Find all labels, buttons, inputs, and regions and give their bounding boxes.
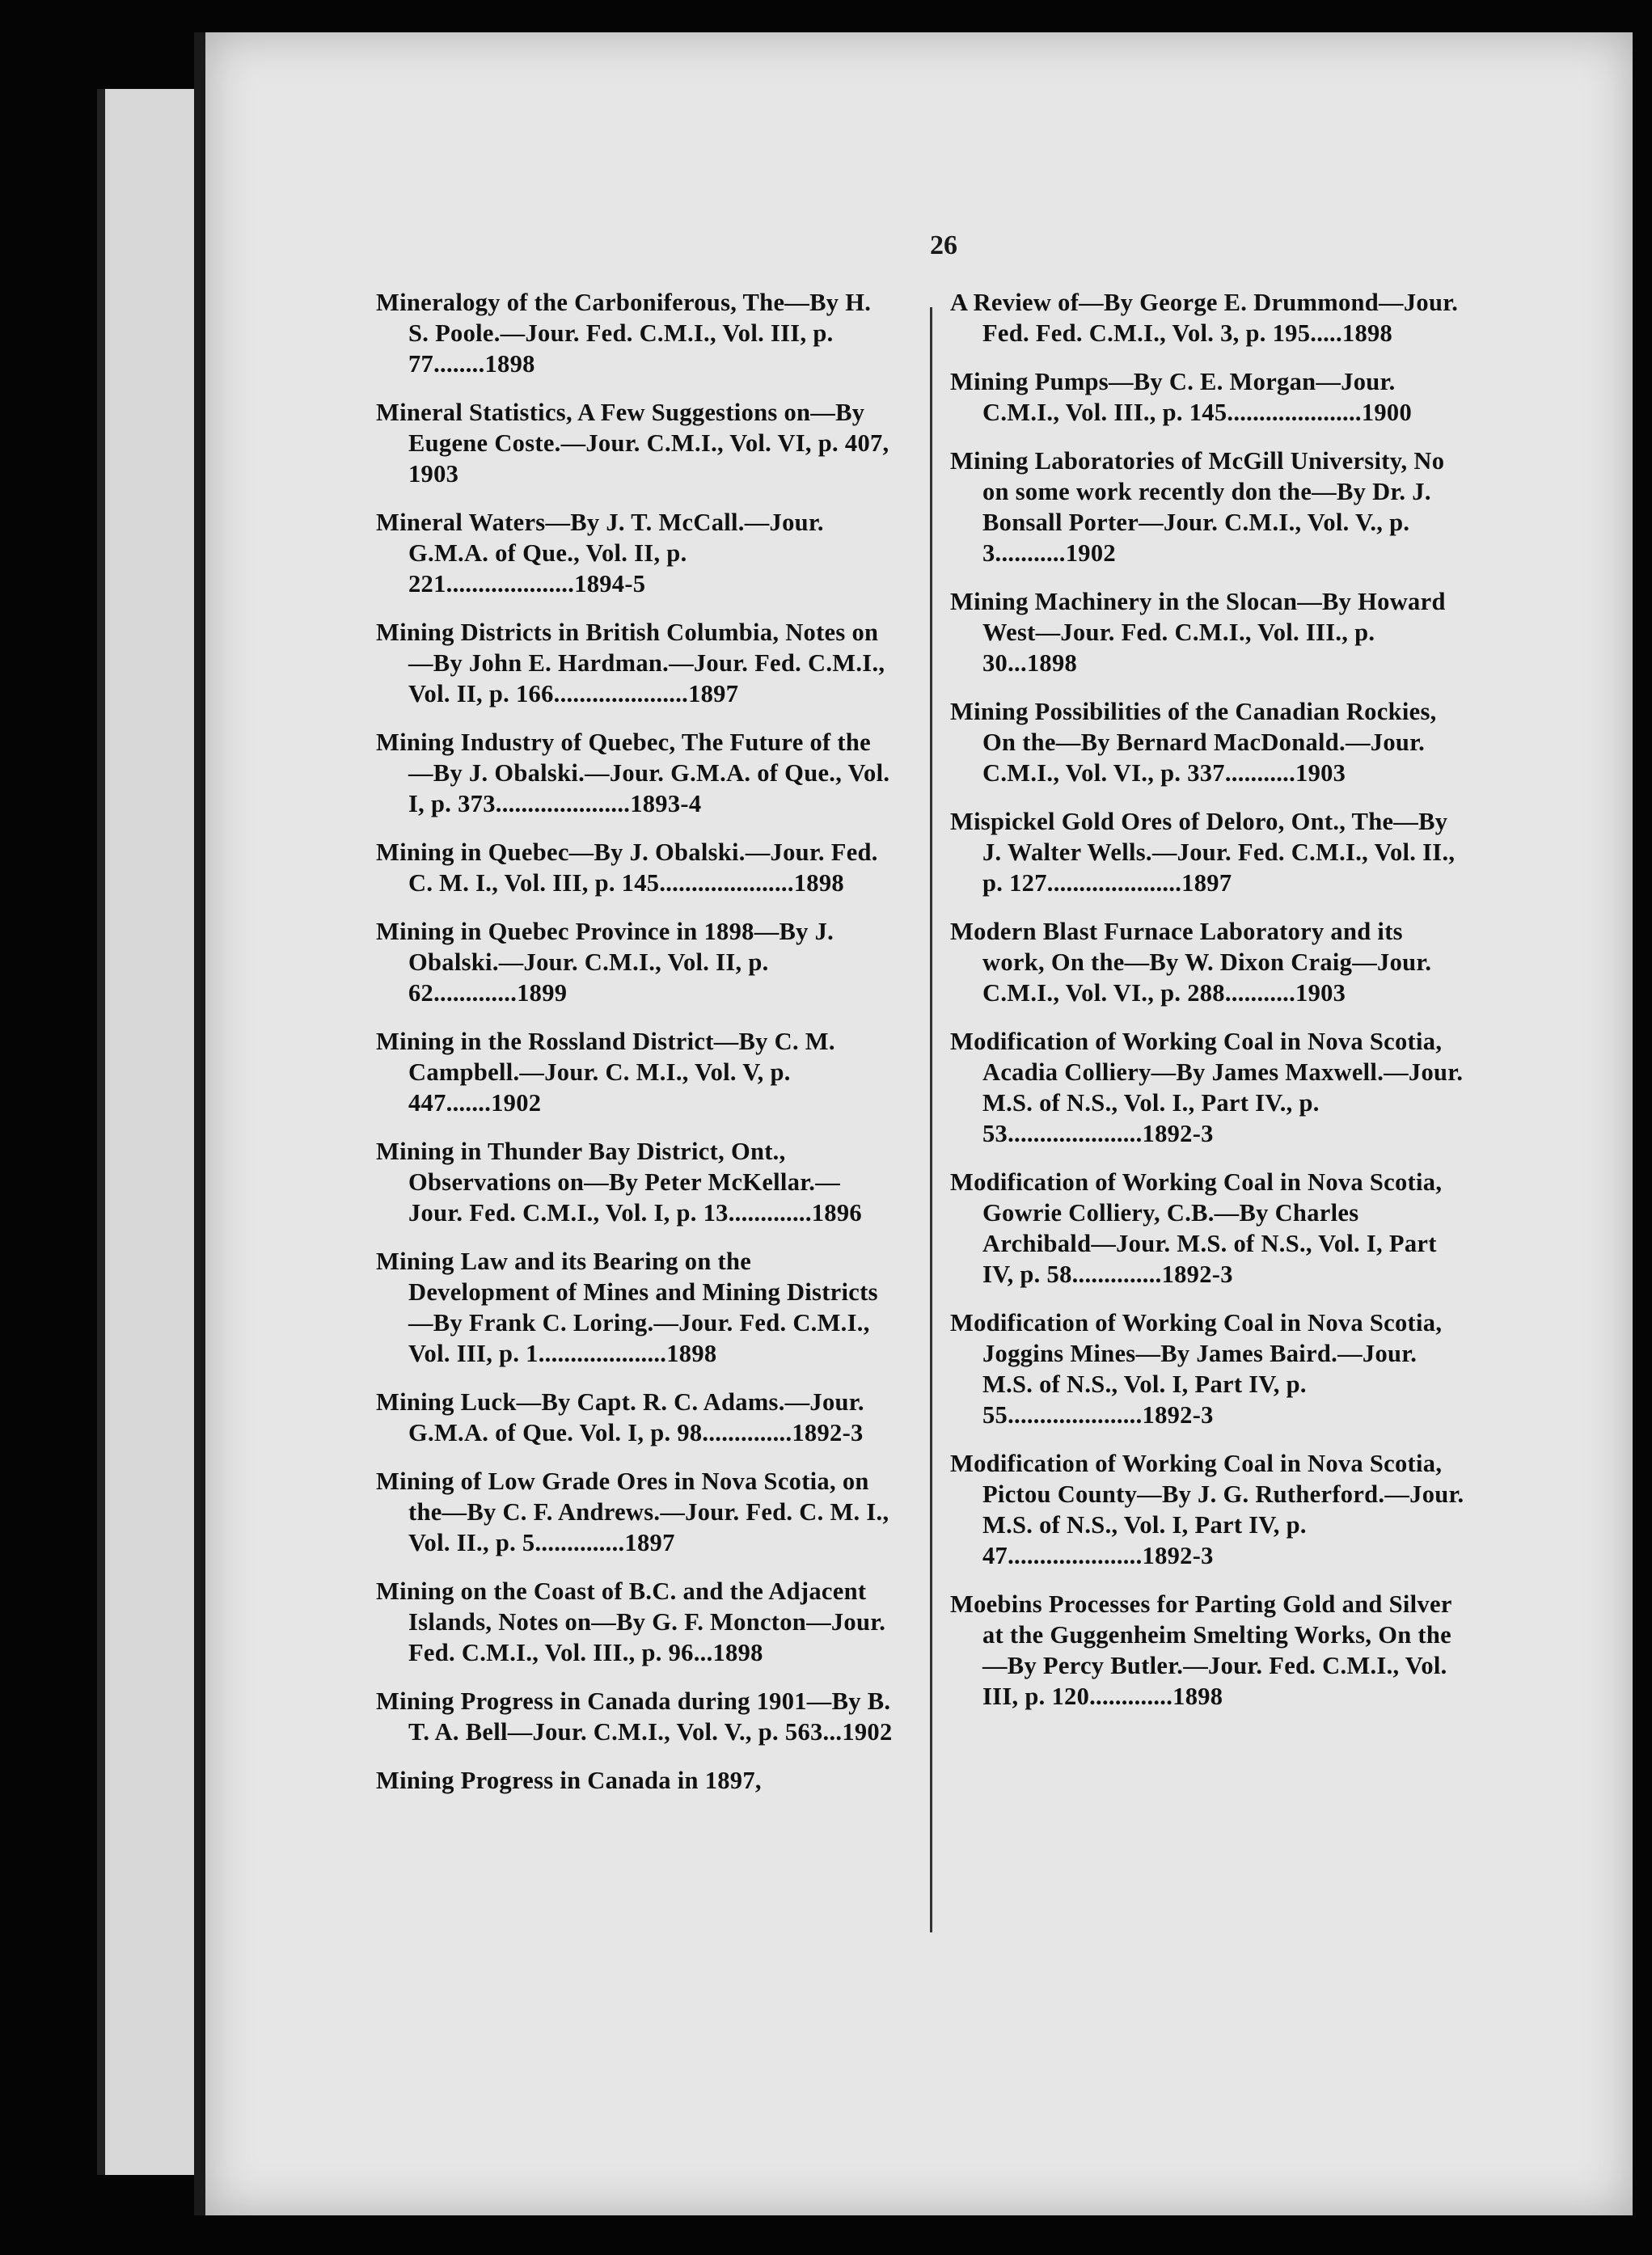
index-entry: Modification of Working Coal in Nova Scotia, Joggins Mines—By James Baird.—Jour. M.S. of N.S., Vol. I, Part IV, p. 55.....................1892-3 bbox=[950, 1309, 1443, 1429]
index-entry: Mining Possibilities of the Canadian Rockies, On the—By Bernard MacDonald.—Jour. C.M.I., Vol. VI., p. 337...........1903 bbox=[950, 698, 1437, 787]
index-entry: Mining on the Coast of B.C. and the Adjacent Islands, Notes on—By G. F. Moncton—Jour. Fed. C.M.I., Vol. III., p. 96...1898 bbox=[376, 1577, 886, 1666]
index-entry: Mineral Waters—By J. T. McCall.—Jour. G.M.A. of Que., Vol. II, p. 221....................1894-5 bbox=[376, 509, 824, 598]
right-column bbox=[950, 287, 1468, 1712]
index-entry: Modification of Working Coal in Nova Scotia, Gowrie Colliery, C.B.—By Charles Archibald—Jour. M.S. of N.S., Vol. I, Part IV, p. 58..............1892-3 bbox=[950, 1168, 1443, 1288]
index-entry: Modification of Working Coal in Nova Scotia, Acadia Colliery—By James Maxwell.—Jour. M.S. of N.S., Vol. I., Part IV., p. 53.....................1892-3 bbox=[950, 1028, 1464, 1147]
page-number: 26 bbox=[930, 230, 957, 260]
index-entry: Mining Machinery in the Slocan—By Howard West—Jour. Fed. C.M.I., Vol. III., p. 30...1898 bbox=[950, 588, 1446, 677]
index-entry: Mineral Statistics, A Few Suggestions on—By Eugene Coste.—Jour. C.M.I., Vol. VI, p. 407, 1903 bbox=[376, 399, 889, 488]
index-entry: Mining Progress in Canada during 1901—By B. T. A. Bell—Jour. C.M.I., Vol. V., p. 563...1902 bbox=[376, 1687, 893, 1746]
index-entry: Mining Pumps—By C. E. Morgan—Jour. C.M.I., Vol. III., p. 145.....................1900 bbox=[950, 368, 1413, 426]
index-entry: Mining in the Rossland District—By C. M. Campbell.—Jour. C. M.I., Vol. V, p. 447.......1902 bbox=[376, 1028, 835, 1117]
index-entry: Mining Laboratories of McGill University, No on some work recently don the—By Dr. J. Bonsall Porter—Jour. C.M.I., Vol. V., p. 3...........1902 bbox=[950, 447, 1445, 567]
index-entry: Mineralogy of the Carboniferous, The—By H. S. Poole.—Jour. Fed. C.M.I., Vol. III, p. 77........1898 bbox=[376, 289, 872, 378]
index-entry: Mining Luck—By Capt. R. C. Adams.—Jour. G.M.A. of Que. Vol. I, p. 98..............1892-3 bbox=[376, 1388, 864, 1446]
index-entry: Mining of Low Grade Ores in Nova Scotia, on the—By C. F. Andrews.—Jour. Fed. C. M. I., Vol. II., p. 5..............1897 bbox=[376, 1467, 889, 1556]
index-entry: Mining Law and its Bearing on the Development of Mines and Mining Districts—By Frank C. Loring.—Jour. Fed. C.M.I., Vol. III, p. 1....................1898 bbox=[376, 1248, 878, 1367]
index-entry: Mispickel Gold Ores of Deloro, Ont., The—By J. Walter Wells.—Jour. Fed. C.M.I., Vol. II., p. 127.....................1897 bbox=[950, 808, 1456, 897]
index-entry: Mining in Quebec Province in 1898—By J. Obalski.—Jour. C.M.I., Vol. II, p. 62.............1899 bbox=[376, 918, 834, 1007]
index-entry: Mining Districts in British Columbia, Notes on—By John E. Hardman.—Jour. Fed. C.M.I., Vol. II, p. 166.....................1897 bbox=[376, 619, 885, 707]
index-entry: Mining in Thunder Bay District, Ont., Observations on—By Peter McKellar.—Jour. Fed. C.M.I., Vol. I, p. 13.............1896 bbox=[376, 1138, 862, 1227]
left-column bbox=[376, 287, 894, 1796]
previous-page-edge bbox=[97, 89, 210, 2175]
index-entry: Mining Progress in Canada in 1897, bbox=[376, 1767, 762, 1794]
column-divider bbox=[930, 307, 932, 1932]
index-entry: Mining Industry of Quebec, The Future of the—By J. Obalski.—Jour. G.M.A. of Que., Vol. I, p. 373.....................1893-4 bbox=[376, 728, 890, 817]
index-entry: A Review of—By George E. Drummond—Jour. Fed. Fed. C.M.I., Vol. 3, p. 195.....1898 bbox=[950, 289, 1459, 347]
index-entry: Modification of Working Coal in Nova Scotia, Pictou County—By J. G. Rutherford.—Jour. M.S. of N.S., Vol. I, Part IV, p. 47.....................1892-3 bbox=[950, 1450, 1464, 1569]
index-entry: Modern Blast Furnace Laboratory and its work, On the—By W. Dixon Craig—Jour. C.M.I., Vol. VI., p. 288...........1903 bbox=[950, 918, 1432, 1007]
index-entry: Mining in Quebec—By J. Obalski.—Jour. Fed. C. M. I., Vol. III, p. 145.....................1898 bbox=[376, 838, 878, 897]
index-entry: Moebins Processes for Parting Gold and Silver at the Guggenheim Smelting Works, On the—By Percy Butler.—Jour. Fed. C.M.I., Vol. III, p. 120.............1898 bbox=[950, 1590, 1452, 1710]
